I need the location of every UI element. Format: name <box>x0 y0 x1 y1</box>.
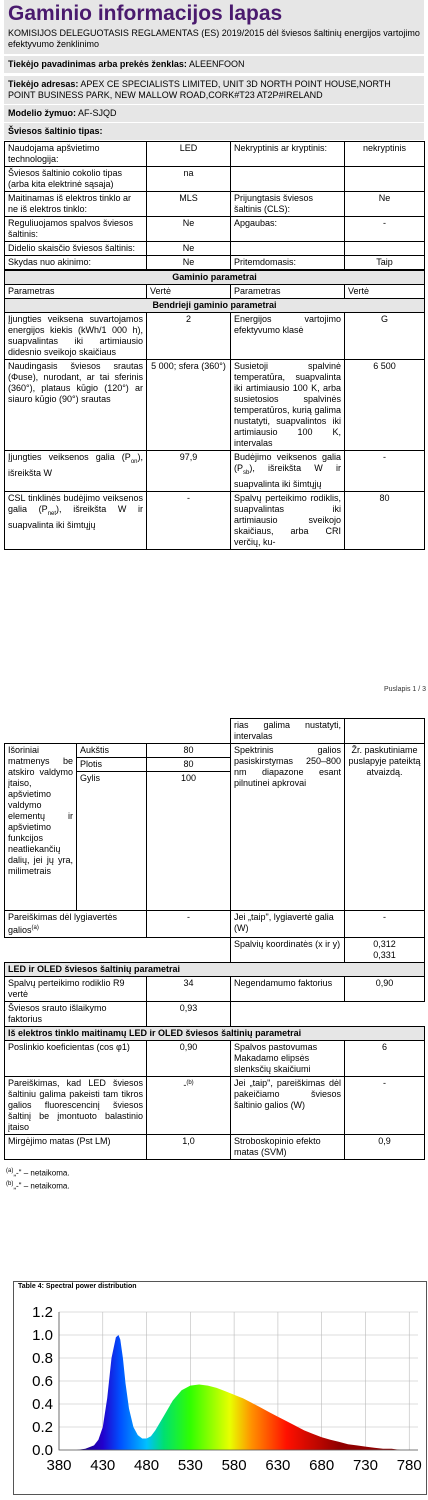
model-line <box>4 105 424 123</box>
general-param: CSL tinklinės budėjimo veiksenos galia $(P_{net})$, išreikšta W ir suapvalinta iki šimtųjų <box>5 491 147 549</box>
type-param: Prijungtasis šviesos šaltinis (CLS): <box>231 192 345 217</box>
general-row <box>5 360 425 451</box>
type-row <box>5 217 425 242</box>
general-param: Susietoji spalvinė temperatūra, suapvalinta iki artimiausio 100 K, arba susietosios spalvinės temperatūros, kurią galima nustatyti, suapvalintos iki artimiausio 100 K, intervalas <box>231 360 345 451</box>
pst-value: 1,0 <box>147 1135 231 1160</box>
type-table <box>4 141 425 270</box>
y-tick-label: 1.2 <box>32 1304 53 1321</box>
general-value: G <box>345 313 425 360</box>
y-tick-label: 0.4 <box>32 1396 53 1413</box>
type-param: Šviesos šaltinio cokolio tipas (arba kita elektrinė sąsaja) <box>5 167 147 192</box>
model-value: AF-SJQD <box>78 108 117 118</box>
x-tick-label: 530 <box>177 1457 203 1474</box>
col-param: Parametras <box>5 285 147 299</box>
x-tick-label: 380 <box>46 1457 72 1474</box>
r9-label: Spalvų perteikimo rodiklio R9 vertė <box>5 977 147 1002</box>
type-value: MLS <box>147 192 231 217</box>
type-param: Pritemdomasis: <box>231 256 345 270</box>
led-section-title: LED ir OLED šviesos šaltinių parametrai <box>5 963 425 977</box>
general-param: Budėjimo veiksenos galia $(P_{sb})$, išreikšta W ir suapvalinta iki šimtųjų <box>231 451 345 492</box>
type-param <box>231 167 345 192</box>
cri-cont: rias galima nustatyti, intervalas <box>231 719 345 744</box>
general-param: Įjungties veiksenos galia $(P_{on})$, išreikšta W <box>5 451 147 492</box>
params-table <box>4 270 425 550</box>
fluor-label: Pareiškimas, kad LED šviesos šaltiniu galima pakeisti tam tikros galios fluorescencinį šviesos šaltinį be įmontuoto balastinio įtaiso <box>5 1077 147 1135</box>
page-1 <box>4 0 424 550</box>
mac-label: Spalvos pastovumas Makadamo elipsės slenksčių skaičiumi <box>231 1041 345 1077</box>
lumen-label: Šviesos srauto išlaikymo faktorius <box>5 1002 147 1027</box>
general-value: 97,9 <box>147 451 231 492</box>
general-param: Spalvų perteikimo rodiklis, suapvalintas iki artimiausio sveikojo skaičiaus, arba CRI verčių, ku- <box>231 491 345 549</box>
x-tick-label: 580 <box>221 1457 247 1474</box>
equiv-value: - <box>147 911 231 938</box>
mains-section-title: Iš elektros tinklo maitinamų LED ir OLED šviesos šaltinių parametrai <box>5 1027 425 1041</box>
spectral-label: Spektrinis galios pasiskirstymas 250–800 nm diapazone esant pilnutinei apkrovai <box>231 744 345 911</box>
type-value: LED <box>147 142 231 167</box>
general-section-title: Bendrieji gaminio parametrai <box>5 299 425 313</box>
type-param: Reguliuojamos spalvos šviesos šaltinis: <box>5 217 147 242</box>
general-param: Įjungties veiksena suvartojamos energijos kiekis (kWh/1 000 h), suapvalintas iki artimiausio didesnio sveikojo skaičiaus <box>5 313 147 360</box>
address-line <box>4 76 424 105</box>
type-param <box>231 242 345 256</box>
type-value: Ne <box>147 242 231 256</box>
r9-value: 34 <box>147 977 231 1002</box>
type-value: Ne <box>147 256 231 270</box>
general-value: 5 000; sfera (360°) <box>147 360 231 451</box>
address-label: Tiekėjo adresas: <box>8 79 79 89</box>
type-row <box>5 192 425 217</box>
flicker-label: Negendamumo faktorius <box>231 977 345 1002</box>
equiv-yes-label: Jei „taip", lygiavertė galia (W) <box>231 911 345 938</box>
general-row <box>5 451 425 492</box>
type-row <box>5 242 425 256</box>
footnote-a: $^{(a)}$„-" – netaikoma. <box>6 1168 70 1178</box>
col-value: Vertė <box>147 285 231 299</box>
cos-label: Poslinkio koeficientas (cos φ1) <box>5 1041 147 1077</box>
page-title: Gaminio informacijos lapas <box>8 2 283 25</box>
y-tick-label: 0.6 <box>32 1373 53 1390</box>
address-value: APEX CE SPECIALISTS LIMITED, UNIT 3D NORTH POINT HOUSE,NORTH POINT BUSINESS PARK, NEW MALLOW ROAD,CORK#T23 AT2P#IRELAND <box>8 79 391 100</box>
type-value: Ne <box>345 192 425 217</box>
x-tick-label: 630 <box>265 1457 291 1474</box>
col-param-2: Parametras <box>231 285 345 299</box>
type-value: Taip <box>345 256 425 270</box>
chart-title: Table 4: Spectral power distribution <box>18 1283 137 1290</box>
type-param: Naudojama apšvietimo technologija: <box>5 142 147 167</box>
equiv-yes-value: - <box>345 911 425 938</box>
x-tick-label: 730 <box>352 1457 378 1474</box>
general-param: Naudingasis šviesos srautas (Φuse), nurodant, ar tai sferinis (360°), plataus kūgio (120°) ar siauro kūgio (90°) srautas <box>5 360 147 451</box>
fluor-yes-label: Jei „taip", pareiškimas dėl pakeičiamo šviesos šaltinio galios (W) <box>231 1077 345 1135</box>
general-row <box>5 491 425 549</box>
supplier-value: ALEENFOON <box>188 59 245 69</box>
spectral-value: Žr. paskutiniame puslapyje pateiktą atvaizdą. <box>345 744 425 911</box>
spectral-chart <box>13 1281 427 1495</box>
type-param: Maitinamas iš elektros tinklo ar ne iš elektros tinklo: <box>5 192 147 217</box>
lumen-value: 0,93 <box>147 1002 231 1027</box>
chroma-label: Spalvių koordinatės (x ir y) <box>231 938 345 963</box>
x-tick-label: 780 <box>396 1457 422 1474</box>
cos-value: 0,90 <box>147 1041 231 1077</box>
supplier-line <box>4 56 424 74</box>
type-value <box>345 242 425 256</box>
fluor-value: -$^{(b)}$ <box>147 1077 231 1135</box>
dims-label: Išoriniai matmenys be atskiro valdymo įtaiso, apšvietimo valdymo elementų ir apšvietimo funkcijos neatliekančių dalių, jei jų yra, milimetrais <box>5 744 77 911</box>
x-tick-label: 680 <box>309 1457 335 1474</box>
type-param: Skydas nuo akinimo: <box>5 256 147 270</box>
footnote-b: $^{(b)}$„-" – netaikoma. <box>6 1180 70 1191</box>
type-value: na <box>147 167 231 192</box>
dim-value: 100 <box>147 772 231 911</box>
y-tick-label: 0.0 <box>32 1442 53 1459</box>
page-2 <box>4 718 424 1191</box>
general-value: 6 500 <box>345 360 425 451</box>
equiv-label: Pareiškimas dėl lygiavertės galios$^{(a)}$ <box>5 911 147 938</box>
type-value: Ne <box>147 217 231 242</box>
type-row <box>5 167 425 192</box>
type-param: Apgaubas: <box>231 217 345 242</box>
mac-value: 6 <box>345 1041 425 1077</box>
params-table-cont <box>4 718 425 1160</box>
general-value: 2 <box>147 313 231 360</box>
col-value-2: Vertė <box>345 285 425 299</box>
general-param: Energijos vartojimo efektyvumo klasė <box>231 313 345 360</box>
general-value: 80 <box>345 491 425 549</box>
page-number: Puslapis 1 / 3 <box>384 686 427 693</box>
dim-value: 80 <box>147 758 231 772</box>
title-bar <box>4 0 424 54</box>
dim-name: Plotis <box>77 758 147 772</box>
fluor-yes-value: - <box>345 1077 425 1135</box>
dim-name: Gylis <box>77 772 147 911</box>
general-value: - <box>147 491 231 549</box>
params-section-title: Gaminio parametrai <box>5 271 425 285</box>
type-value <box>345 167 425 192</box>
model-label: Modelio žymuo: <box>8 108 76 118</box>
type-row <box>5 256 425 270</box>
dim-value: 80 <box>147 744 231 758</box>
svm-label: Stroboskopinio efekto matas (SVM) <box>231 1135 345 1160</box>
dim-name: Aukštis <box>77 744 147 758</box>
general-value: - <box>345 451 425 492</box>
y-tick-label: 0.8 <box>32 1350 53 1367</box>
type-heading: Šviesos šaltinio tipas: <box>4 123 424 141</box>
general-row <box>5 313 425 360</box>
y-tick-label: 0.2 <box>32 1419 53 1436</box>
type-value: - <box>345 217 425 242</box>
svm-value: 0,9 <box>345 1135 425 1160</box>
type-param: Didelio skaisčio šviesos šaltinis: <box>5 242 147 256</box>
type-row <box>5 142 425 167</box>
chroma-values: 0,312 0,331 <box>345 938 425 963</box>
chart-svg <box>14 1282 426 1494</box>
y-tick-label: 1.0 <box>32 1327 53 1344</box>
x-tick-label: 480 <box>134 1457 160 1474</box>
x-tick-label: 430 <box>90 1457 116 1474</box>
type-value: nekryptinis <box>345 142 425 167</box>
pst-label: Mirgėjimo matas (Pst LM) <box>5 1135 147 1160</box>
supplier-label: Tiekėjo pavadinimas arba prekės ženklas: <box>8 59 187 69</box>
flicker-value: 0,90 <box>345 977 425 1002</box>
type-param: Nekryptinis ar kryptinis: <box>231 142 345 167</box>
regulation-text: KOMISIJOS DELEGUOTASIS REGLAMENTAS (ES) 2019/2015 dėl šviesos šaltinių energijos vartojimo efektyvumo ženklinimo <box>8 28 420 49</box>
